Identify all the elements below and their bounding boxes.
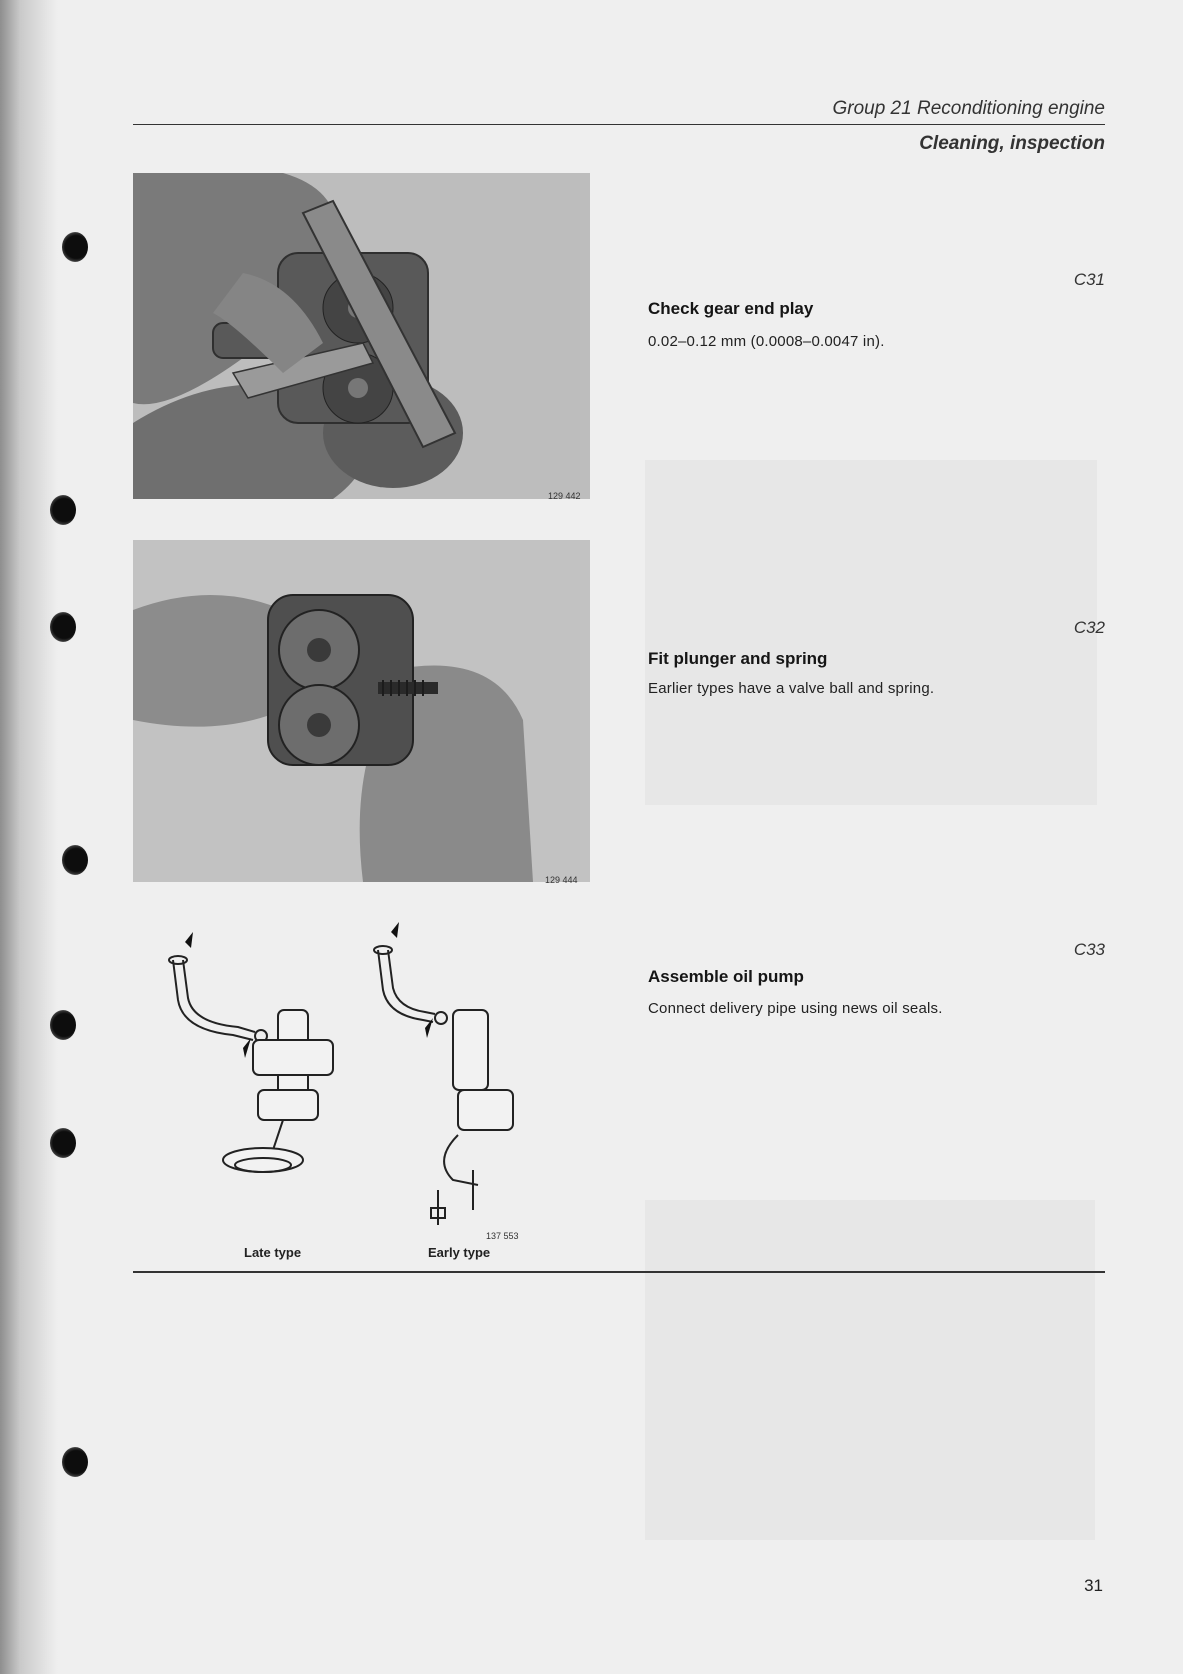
punch-hole xyxy=(62,1447,88,1477)
group-title: Group 21 Reconditioning engine xyxy=(832,98,1105,119)
caption-late-type: Late type xyxy=(244,1245,302,1260)
step-code: C33 xyxy=(1073,940,1105,959)
step-body: Earlier types have a valve ball and spring. xyxy=(648,680,935,697)
caption-early-type: Early type xyxy=(428,1245,491,1260)
step-body: Connect delivery pipe using news oil seals. xyxy=(648,1000,943,1017)
oil-pump-diagram-icon xyxy=(133,920,590,1240)
binding-strip xyxy=(0,0,58,1674)
figure-number: 129 444 xyxy=(545,875,578,885)
punch-hole xyxy=(50,495,76,525)
step-title: Assemble oil pump xyxy=(648,967,804,986)
punch-hole xyxy=(50,1128,76,1158)
plunger-spring-photo xyxy=(133,540,590,882)
section-title: Cleaning, inspection xyxy=(919,133,1105,154)
punch-hole xyxy=(50,1010,76,1040)
step-code: C32 xyxy=(1073,618,1105,637)
figure-number: 129 442 xyxy=(548,491,581,501)
oil-pump-diagram xyxy=(133,920,590,1240)
punch-hole xyxy=(50,612,76,642)
header-rule xyxy=(133,124,1105,125)
show-through-block xyxy=(645,460,1097,805)
step-code: C31 xyxy=(1073,270,1105,289)
plunger-spring-icon xyxy=(133,540,590,882)
step-title: Check gear end play xyxy=(648,299,814,318)
page-number: 31 xyxy=(1084,1576,1103,1595)
step-title: Fit plunger and spring xyxy=(648,649,828,668)
gear-end-play-photo xyxy=(133,173,590,499)
figure-number: 137 553 xyxy=(486,1231,519,1241)
footer-rule xyxy=(133,1271,1105,1273)
feeler-gauge-gear-icon xyxy=(133,173,590,499)
punch-hole xyxy=(62,845,88,875)
punch-hole xyxy=(62,232,88,262)
show-through-block xyxy=(645,1200,1095,1540)
step-body: 0.02–0.12 mm (0.0008–0.0047 in). xyxy=(648,333,885,350)
